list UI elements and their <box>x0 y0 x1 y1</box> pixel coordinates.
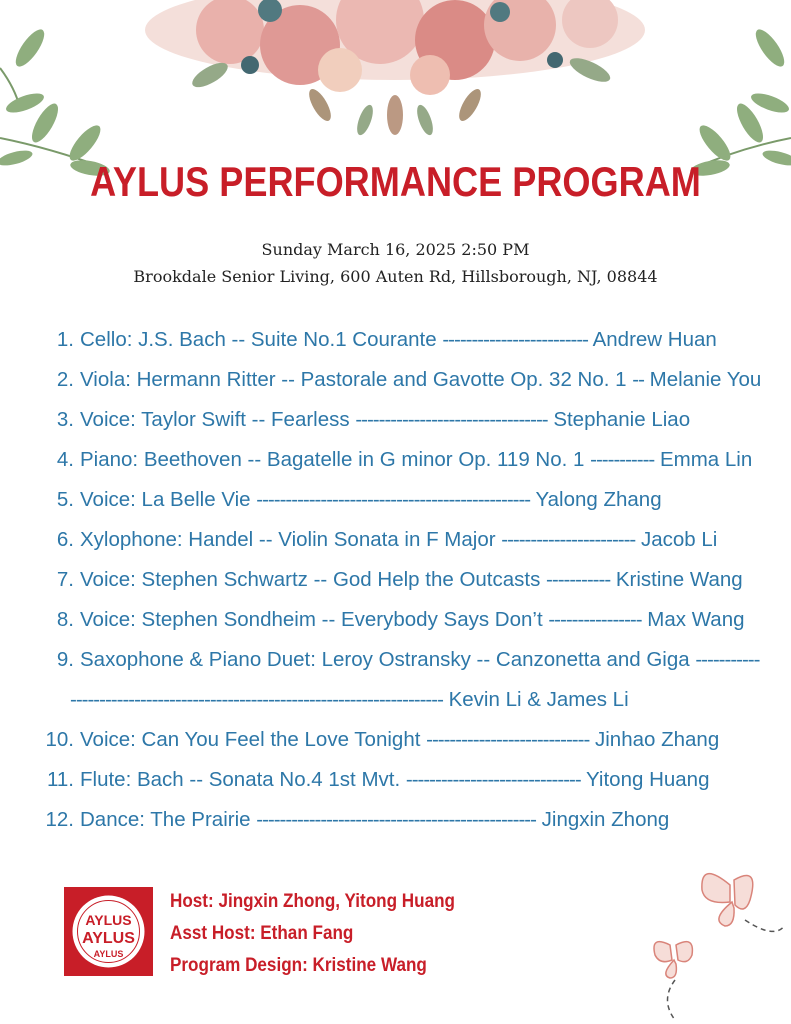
floral-header-decoration <box>0 0 791 160</box>
butterfly-decoration <box>600 860 791 1024</box>
design-line: Program Design: Kristine Wang <box>170 955 427 976</box>
event-venue: Brookdale Senior Living, 600 Auten Rd, Hillsborough, NJ, 08844 <box>133 267 658 286</box>
program-item: 2. Viola: Hermann Ritter -- Pastorale and Gavotte Op. 32 No. 1 -- Melanie You <box>56 368 762 391</box>
event-date: Sunday March 16, 2025 2:50 PM <box>261 240 530 259</box>
leaf-branch-left-decoration <box>0 28 110 178</box>
program-item: 5. Voice: La Belle Vie ----------------------------------------------- Yalong Zhang <box>56 488 662 511</box>
svg-text:AYLUS: AYLUS <box>85 912 132 928</box>
program-item: 4. Piano: Beethoven -- Bagatelle in G minor Op. 119 No. 1 ----------- Emma Lin <box>56 448 753 471</box>
program-title: AYLUS PERFORMANCE PROGRAM <box>90 158 701 205</box>
program-item: 1. Cello: J.S. Bach -- Suite No.1 Courante ------------------------- Andrew Huan <box>56 328 717 351</box>
asst-host-line: Asst Host: Ethan Fang <box>170 923 354 944</box>
aylus-logo <box>64 887 153 976</box>
performance-list <box>36 324 766 844</box>
host-line: Host: Jingxin Zhong, Yitong Huang <box>170 891 455 912</box>
program-item: 3. Voice: Taylor Swift -- Fearless --------------------------------- Stephanie Liao <box>56 408 691 431</box>
svg-text:AYLUS: AYLUS <box>82 930 135 947</box>
program-item-continued: ---------------------------------------------------------------- Kevin Li & James Li <box>70 688 629 711</box>
program-item: 10. Voice: Can You Feel the Love Tonight ---------------------------- Jinhao Zhang <box>45 728 720 751</box>
program-item: 7. Voice: Stephen Schwartz -- God Help the Outcasts ----------- Kristine Wang <box>56 568 743 591</box>
program-item: 11. Flute: Bach -- Sonata No.4 1st Mvt. ------------------------------ Yitong Huang <box>47 768 710 791</box>
credits <box>170 886 455 982</box>
program-item: 6. Xylophone: Handel -- Violin Sonata in F Major ----------------------- Jacob Li <box>56 528 718 551</box>
program-item: 8. Voice: Stephen Sondheim -- Everybody Says Don’t ---------------- Max Wang <box>56 608 745 631</box>
program-item: 12. Dance: The Prairie ------------------------------------------------ Jingxin Zhong <box>45 808 670 831</box>
svg-text:AYLUS: AYLUS <box>93 949 124 959</box>
event-details <box>0 236 791 290</box>
program-item: 9. Saxophone & Piano Duet: Leroy Ostransky -- Canzonetta and Giga ----------- <box>56 648 760 671</box>
leaf-branch-right-decoration <box>690 28 791 178</box>
